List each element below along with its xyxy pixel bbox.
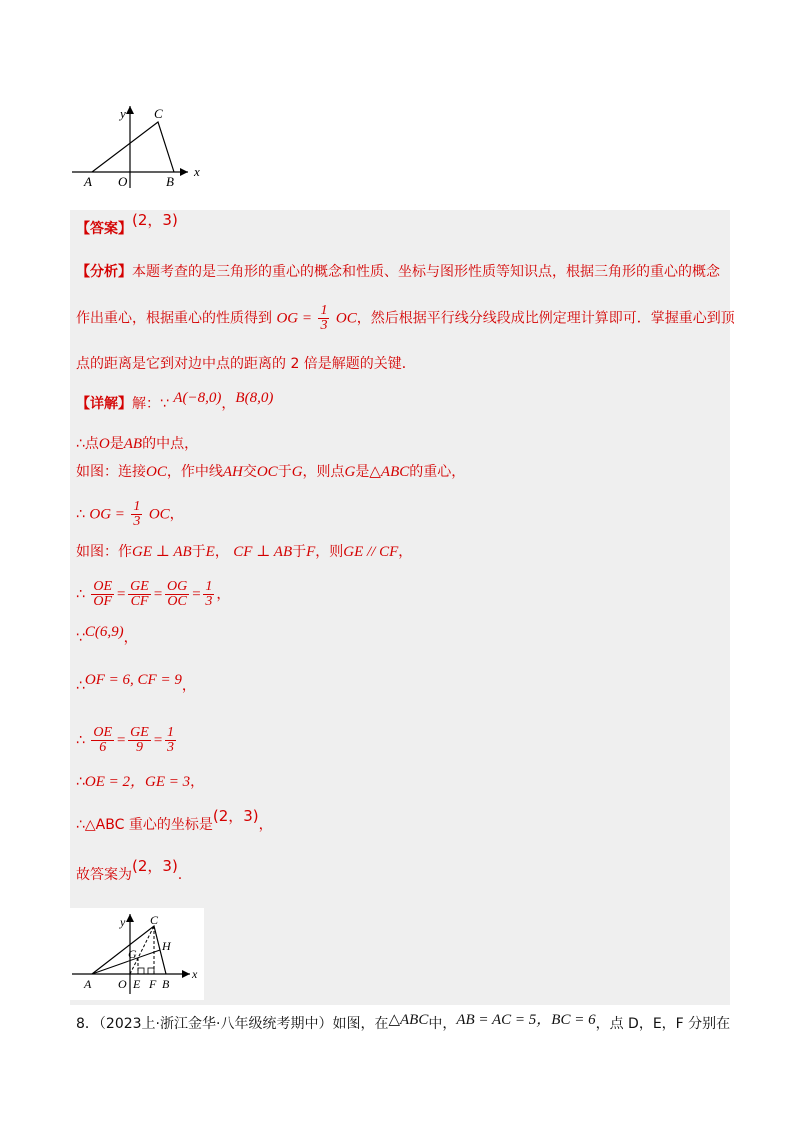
detail-l10-end: ，: [190, 774, 205, 790]
detail-l9-frac-3-den: 3: [166, 740, 174, 755]
detail-l6-frac-3: [165, 580, 189, 609]
detail-l3-b: ，作中线: [166, 464, 223, 480]
detail-l10-m: OE = 2，GE = 3: [84, 774, 191, 790]
detail-l9-frac-3-num: 1: [166, 725, 174, 740]
detail-l11-end: ，: [258, 817, 273, 833]
detail-l5-m2: CF ⊥ AB: [233, 544, 293, 560]
detail-l6-frac-2-den: CF: [130, 594, 149, 609]
bottom-point-label-f: F: [149, 977, 157, 991]
analysis-fraction-num: 1: [320, 303, 328, 318]
detail-l9-prefix: ∴: [76, 732, 85, 749]
detail-l2-b: 是: [109, 436, 124, 452]
analysis-line-2: [76, 304, 735, 333]
detail-l5-e2: ，则: [315, 544, 344, 560]
detail-l3-oc2: OC: [256, 464, 278, 480]
point-label-a: A: [84, 174, 92, 189]
detail-l12-val: (2，3): [132, 857, 178, 875]
answer-line: [76, 211, 178, 239]
analysis-math-left: OG =: [276, 310, 312, 327]
detail-l2-o: O: [98, 436, 110, 452]
detail-l5-c: ，: [214, 544, 229, 560]
axis-label-x: x: [194, 164, 200, 179]
answer-value: (2，3): [132, 211, 178, 229]
analysis-line-1: [76, 262, 720, 282]
detail-line-9: ∴ $\frac{OE}{6}$ = $\frac{GE}{9}$ = $\frac{1}{3}$: [76, 725, 174, 755]
detail-l12-a: 故答案为: [76, 867, 132, 883]
detail-l5-e: E: [205, 544, 215, 560]
detail-l6-frac-3-den: OC: [167, 594, 187, 609]
detail-l5-a: 如图：作: [76, 544, 132, 560]
detail-l3-abc: △ABC: [369, 464, 410, 480]
detail-l6-frac-1: [91, 580, 114, 609]
analysis-tag: 【分析】: [76, 264, 132, 280]
detail-l5-m3: GE // CF: [343, 544, 399, 560]
detail-l10-prefix: ∴: [76, 774, 85, 790]
bottom-axis-label-x: x: [192, 967, 198, 981]
detail-l3-g3: 的重心，: [409, 464, 466, 480]
analysis-text-2b: ，然后根据平行线分线段成比例定理计算即可．掌握重心到顶: [356, 310, 735, 327]
bottom-point-label-a: A: [84, 977, 92, 991]
detail-line-10: [76, 772, 204, 792]
bottom-axis-label-y: y: [120, 915, 126, 929]
detail-l6-prefix: ∴: [76, 586, 85, 603]
triangle-figure-bottom: [70, 908, 204, 1000]
question-8-mid: 中，: [428, 1016, 457, 1032]
detail-l6-frac-1-num: OE: [93, 579, 113, 594]
analysis-text-3: 点的距离是它到对边中点的距离的 2 倍是解题的关键．: [76, 356, 416, 372]
detail-l1-prefix: 解：∵: [132, 396, 169, 412]
detail-l5-d: 于: [292, 544, 307, 560]
point-label-b: B: [166, 174, 174, 189]
detail-l8-prefix: ∴: [76, 678, 85, 694]
detail-point-a: A(−8,0): [173, 390, 222, 406]
point-label-o: O: [118, 174, 128, 189]
detail-line-7: [76, 624, 138, 648]
detail-l4-left: OG =: [89, 506, 125, 523]
detail-l5-m1: GE ⊥ AB: [132, 544, 192, 560]
detail-l6-frac-1-den: OF: [93, 594, 113, 609]
detail-l7-prefix: ∵: [76, 630, 85, 646]
triangle-figure-top: [70, 102, 210, 192]
analysis-text-2a: 作出重心，根据重心的性质得到: [76, 310, 272, 327]
detail-l3-c: 交: [242, 464, 257, 480]
bottom-point-label-b: B: [162, 977, 170, 991]
detail-l1-sep: ，: [221, 396, 236, 412]
detail-l6-frac-4-num: 1: [205, 579, 213, 594]
analysis-line-3: [76, 354, 416, 374]
detail-l6-frac-3-num: OG: [166, 579, 188, 594]
detail-l12-end: .: [177, 867, 183, 883]
detail-line-6: ∴ $\frac{OE}{OF}$ = $\frac{GE}{CF}$ = $\frac{OG}{OC}$ = $\frac{1}{3}$ ，: [76, 579, 231, 609]
question-8-source: （2023上·浙江金华·八年级统考期中）如图，在: [98, 1016, 389, 1032]
question-8: [76, 1014, 730, 1034]
detail-l6-frac-4: [203, 580, 214, 609]
detail-l4-right: OC: [148, 506, 170, 523]
detail-l6-end: ，: [216, 586, 231, 603]
detail-l3-a: 如图：连接: [76, 464, 146, 480]
question-8-number: 8．: [76, 1016, 99, 1032]
detail-l3-e: ，则点: [302, 464, 345, 480]
detail-l11-val: (2，3): [212, 807, 259, 825]
detail-l4-den: 3: [133, 514, 141, 529]
detail-line-11: [76, 807, 273, 835]
detail-tag: 【详解】: [76, 396, 132, 412]
question-8-math: AB = AC = 5，BC = 6: [456, 1012, 596, 1028]
detail-l3-oc: OC: [146, 464, 167, 480]
detail-l9-frac-2: [128, 726, 151, 755]
detail-l9-frac-1-num: OE: [93, 725, 113, 740]
detail-l9-frac-1: [91, 726, 114, 755]
detail-l9-frac-1-den: 6: [99, 740, 107, 755]
detail-l6-frac-2: [128, 580, 151, 609]
detail-l2-a: ∴点: [76, 436, 99, 452]
detail-l11-a: ∴△ABC 重心的坐标是: [76, 817, 213, 833]
detail-l9-frac-2-num: GE: [130, 725, 149, 740]
detail-l4-fraction: [131, 500, 142, 529]
point-label-c: C: [154, 106, 163, 121]
detail-line-5: [76, 542, 412, 562]
detail-l6-frac-4-den: 3: [205, 594, 213, 609]
detail-point-b: B(8,0): [235, 390, 274, 406]
detail-l2-c: 的中点，: [142, 436, 199, 452]
analysis-fraction: [318, 304, 329, 333]
detail-l9-frac-3: [165, 726, 176, 755]
detail-line-2: [76, 434, 198, 454]
detail-l5-end: ，: [398, 544, 413, 560]
detail-l3-g2: G: [344, 464, 356, 480]
answer-tag: 【答案】: [76, 221, 132, 237]
detail-l5-f: F: [306, 544, 316, 560]
detail-l6-frac-2-num: GE: [130, 579, 149, 594]
analysis-math-right: OC: [335, 310, 357, 327]
analysis-fraction-den: 3: [320, 318, 328, 333]
bottom-point-label-o: O: [118, 977, 127, 991]
detail-line-1: [76, 390, 274, 414]
detail-l3-g: G: [291, 464, 303, 480]
detail-l7-m: C(6,9): [84, 624, 124, 640]
detail-l9-frac-2-den: 9: [136, 740, 143, 755]
bottom-point-label-h: H: [162, 939, 171, 953]
question-8-abc: △ABC: [388, 1012, 429, 1028]
detail-l3-ah: AH: [222, 464, 243, 480]
detail-line-4: [76, 500, 184, 529]
detail-l8-m: OF = 6, CF = 9: [84, 672, 182, 688]
detail-l4-prefix: ∴: [76, 506, 85, 523]
analysis-text-1: 本题考查的是三角形的重心的概念和性质、坐标与图形性质等知识点，根据三角形的重心的概念: [132, 264, 720, 280]
detail-l5-b: 于: [191, 544, 206, 560]
detail-l7-end: ，: [123, 630, 138, 646]
bottom-point-label-e: E: [133, 977, 141, 991]
detail-line-3: [76, 462, 465, 482]
triangle-figure-bottom-svg: [70, 908, 204, 1000]
detail-l8-end: ，: [181, 678, 196, 694]
detail-l3-d: 于: [277, 464, 292, 480]
detail-line-12: [76, 857, 183, 885]
bottom-point-label-c: C: [150, 913, 159, 927]
detail-l2-ab: AB: [123, 436, 143, 452]
detail-l3-f: 是: [355, 464, 370, 480]
detail-line-8: [76, 672, 196, 696]
question-8-rest: ，点 D，E，F 分别在: [595, 1016, 731, 1032]
detail-l4-end: ，: [169, 506, 184, 523]
detail-l4-num: 1: [133, 499, 141, 514]
bottom-point-label-g: G: [128, 947, 137, 961]
axis-label-y: y: [120, 106, 126, 121]
